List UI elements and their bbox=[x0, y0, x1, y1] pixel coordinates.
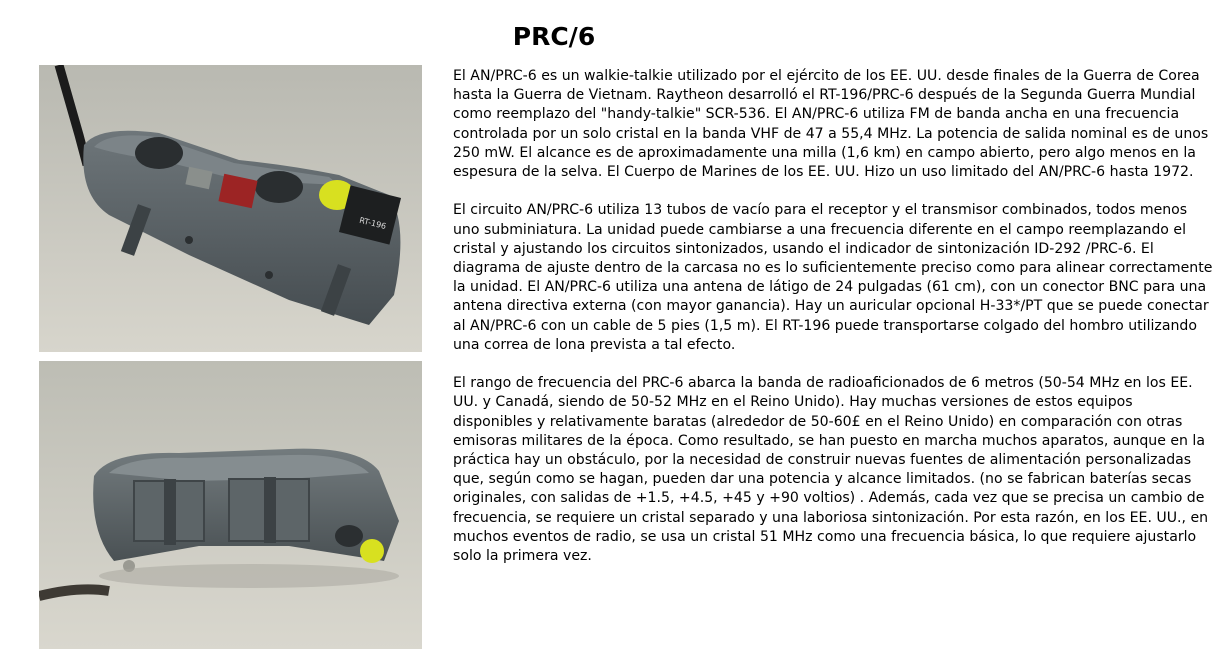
nameplate-label: RT-196 bbox=[358, 215, 388, 232]
page-title: PRC/6 bbox=[512, 22, 596, 51]
paragraph-frequency: El rango de frecuencia del PRC-6 abarca la banda de radioaficionados de 6 metros (50-54 MHz en los EE. UU. y Canadá, siendo de 50-52 MHz en el Reino Unido). Hay muchas versiones de estos equipos disponibles y relativamente baratas (alrededor de 50-60£ en el Reino Unido) en comparación con otras emisoras militares de la época. Como resultado, se han puesto en marcha muchos aparatos, aunque en la práctica hay un obstáculo, por la necesidad de construir nuevas fuentes de alimentación personalizadas que, según como se hagan, pueden dar una potencia y alcance limitados. (no se fabrican baterías secas originales, con salidas de +1.5, +4.5, +45 y +90 voltios) . Además, cada vez que se precisa un cambio de frecuencia, se requiere un cristal separado y una laboriosa sintonización. Por esta razón, en los EE. UU., en muchos eventos de radio, se usa un cristal 51 MHz como una frecuencia básica, lo que requiere ajustarlo solo la primera vez. bbox=[453, 375, 1209, 565]
paragraph-circuit: El circuito AN/PRC-6 utiliza 13 tubos de vacío para el receptor y el transmisor combinados, todos menos uno subminiatura. La unidad puede cambiarse a una frecuencia diferente en el campo reemplazando el cristal y ajustando los circuitos sintonizados, usando el indicador de sintonización ID-292 /PRC-6. El diagrama de ajuste dentro de la carcasa no es lo suficientemente preciso como para alinear correctamente la unidad. El AN/PRC-6 utiliza una antena de látigo de 24 pulgadas (61 cm), con un conector BNC para una antena directiva externa (con mayor ganancia). Hay un auricular opcional H-33*/PT que se puede conectar al AN/PRC-6 con un cable de 5 pies (1,5 m). El RT-196 puede transportarse colgado del hombro utilizando una correa de lona prevista a tal efecto. bbox=[453, 202, 1213, 353]
article-body bbox=[453, 67, 1213, 585]
radio-photo-front bbox=[39, 361, 422, 649]
paragraph-intro: El AN/PRC-6 es un walkie-talkie utilizado por el ejército de los EE. UU. desde finales de la Guerra de Corea hasta la Guerra de Vietnam. Raytheon desarrolló el RT-196/PRC-6 después de la Segunda Guerra Mundial como reemplazo del "handy-talkie" SCR-536. El AN/PRC-6 utiliza FM de banda ancha en una frecuencia controlada por un solo cristal en la banda VHF de 47 a 55,4 MHz. La potencia de salida nominal es de unos 250 mW. El alcance es de aproximadamente una milla (1,6 km) en campo abierto, pero algo menos en la espesura de la selva. El Cuerpo de Marines de los EE. UU. Hizo un uso limitado del AN/PRC-6 hasta 1972. bbox=[453, 68, 1209, 181]
radio-photo-top bbox=[39, 65, 422, 352]
